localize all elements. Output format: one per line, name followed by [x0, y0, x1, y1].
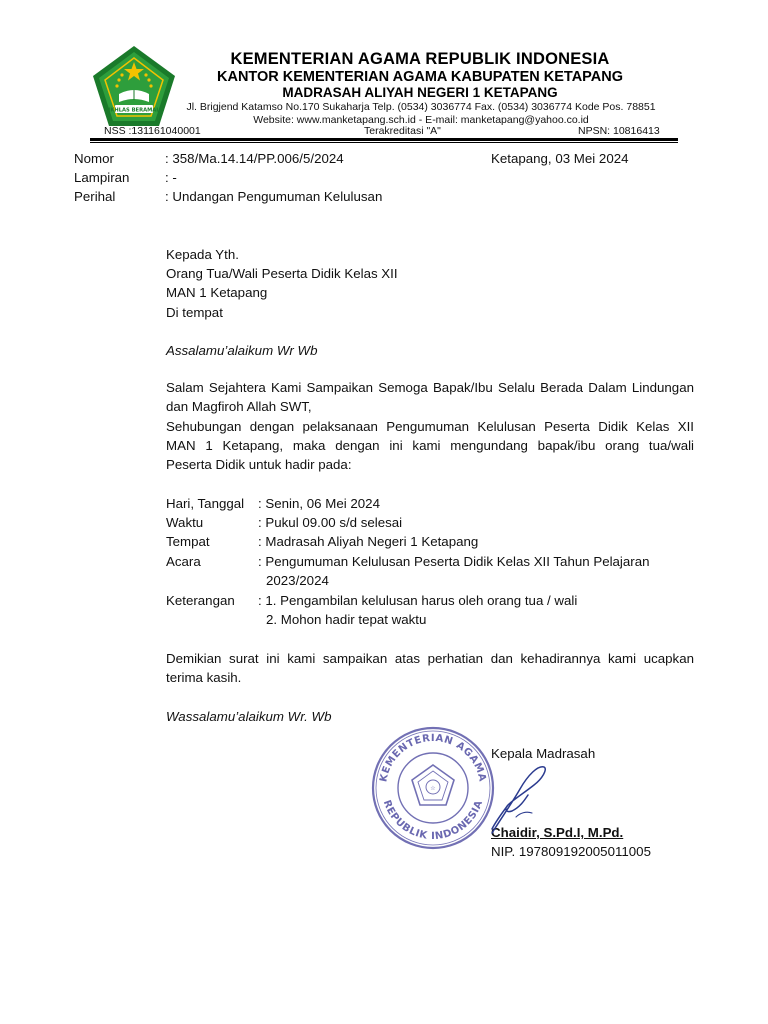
tempat-label: Tempat	[166, 534, 210, 549]
paragraph-line-3: Sehubungan dengan pelaksanaan Pengumuman Kelulusan Peserta Didik Kelas XII	[166, 419, 694, 434]
recipient-line-4: Di tempat	[166, 305, 223, 320]
keterangan-value-line-1: : 1. Pengambilan kelulusan harus oleh orang tua / wali	[258, 593, 578, 608]
ministry-logo	[91, 44, 177, 130]
signer-name: Chaidir, S.Pd.I, M.Pd.	[491, 825, 624, 840]
place-date: Ketapang, 03 Mei 2024	[491, 151, 629, 166]
hari-label: Hari, Tanggal	[166, 496, 245, 511]
waktu-label: Waktu	[166, 515, 204, 530]
waktu-value: : Pukul 09.00 s/d selesai	[258, 515, 403, 530]
school-address: Jl. Brigjend Katamso No.170 Sukaharja Telp. (0534) 3036774 Fax. (0534) 3036774 Kode Pos. 78851	[186, 101, 656, 113]
handwritten-signature	[462, 755, 552, 840]
paragraph-line-1: Salam Sejahtera Kami Sampaikan Semoga Bapak/Ibu Selalu Berada Dalam Lindungan	[166, 380, 694, 395]
recipient-line-2: Orang Tua/Wali Peserta Didik Kelas XII	[166, 266, 398, 281]
nomor-label: Nomor	[74, 151, 114, 166]
closing-line-1: Demikian surat ini kami sampaikan atas perhatian dan kehadirannya kami ucapkan	[166, 651, 694, 666]
closing-line-2: terima kasih.	[166, 670, 242, 685]
acara-value-line-1: : Pengumuman Kelulusan Peserta Didik Kelas XII Tahun Pelajaran	[258, 554, 650, 569]
paragraph-line-5: Peserta Didik untuk hadir pada:	[166, 457, 352, 472]
signer-title: Kepala Madrasah	[491, 746, 596, 761]
stamp-center-mark: ☆	[430, 785, 436, 792]
farewell: Wassalamu’alaikum Wr. Wb	[166, 709, 332, 724]
nomor-value: : 358/Ma.14.14/PP.006/5/2024	[165, 151, 344, 166]
paragraph-line-2: dan Magfiroh Allah SWT,	[166, 399, 312, 414]
letterhead-divider	[90, 138, 678, 141]
lampiran-label: Lampiran	[74, 170, 130, 185]
signer-nip: NIP. 197809192005011005	[491, 844, 651, 859]
logo-motto: IKHLAS BERAMAL	[108, 107, 160, 114]
keterangan-label: Keterangan	[166, 593, 235, 608]
recipient-line-3: MAN 1 Ketapang	[166, 285, 268, 300]
paragraph-line-4: MAN 1 Ketapang, maka dengan ini kami mengundang bapak/ibu orang tua/wali	[166, 438, 694, 453]
npsn-number: NPSN: 10816413	[578, 125, 660, 137]
tempat-value: : Madrasah Aliyah Negeri 1 Ketapang	[258, 534, 479, 549]
lampiran-value: : -	[165, 170, 177, 185]
letterhead-divider-thin	[90, 142, 678, 143]
school-title: MADRASAH ALIYAH NEGERI 1 KETAPANG	[282, 85, 558, 100]
acara-value-line-2: 2023/2024	[266, 573, 329, 588]
nss-number: NSS :131161040001	[104, 125, 201, 137]
hari-value: : Senin, 06 Mei 2024	[258, 496, 380, 511]
keterangan-value-line-2: 2. Mohon hadir tepat waktu	[266, 612, 427, 627]
accreditation: Terakreditasi "A"	[364, 125, 441, 137]
school-website: Website: www.manketapang.sch.id - E-mail: manketapang@yahoo.co.id	[253, 114, 589, 126]
perihal-value: : Undangan Pengumuman Kelulusan	[165, 189, 383, 204]
perihal-label: Perihal	[74, 189, 116, 204]
office-title: KANTOR KEMENTERIAN AGAMA KABUPATEN KETAPANG	[217, 69, 623, 85]
stamp-top-text: KEMENTERIAN AGAMA	[378, 732, 488, 783]
ministry-title: KEMENTERIAN AGAMA REPUBLIK INDONESIA	[230, 50, 610, 68]
greeting: Assalamu’alaikum Wr Wb	[166, 343, 318, 358]
acara-label: Acara	[166, 554, 201, 569]
recipient-line-1: Kepada Yth.	[166, 247, 239, 262]
stamp-bottom-text: REPUBLIK INDONESIA	[380, 798, 486, 843]
